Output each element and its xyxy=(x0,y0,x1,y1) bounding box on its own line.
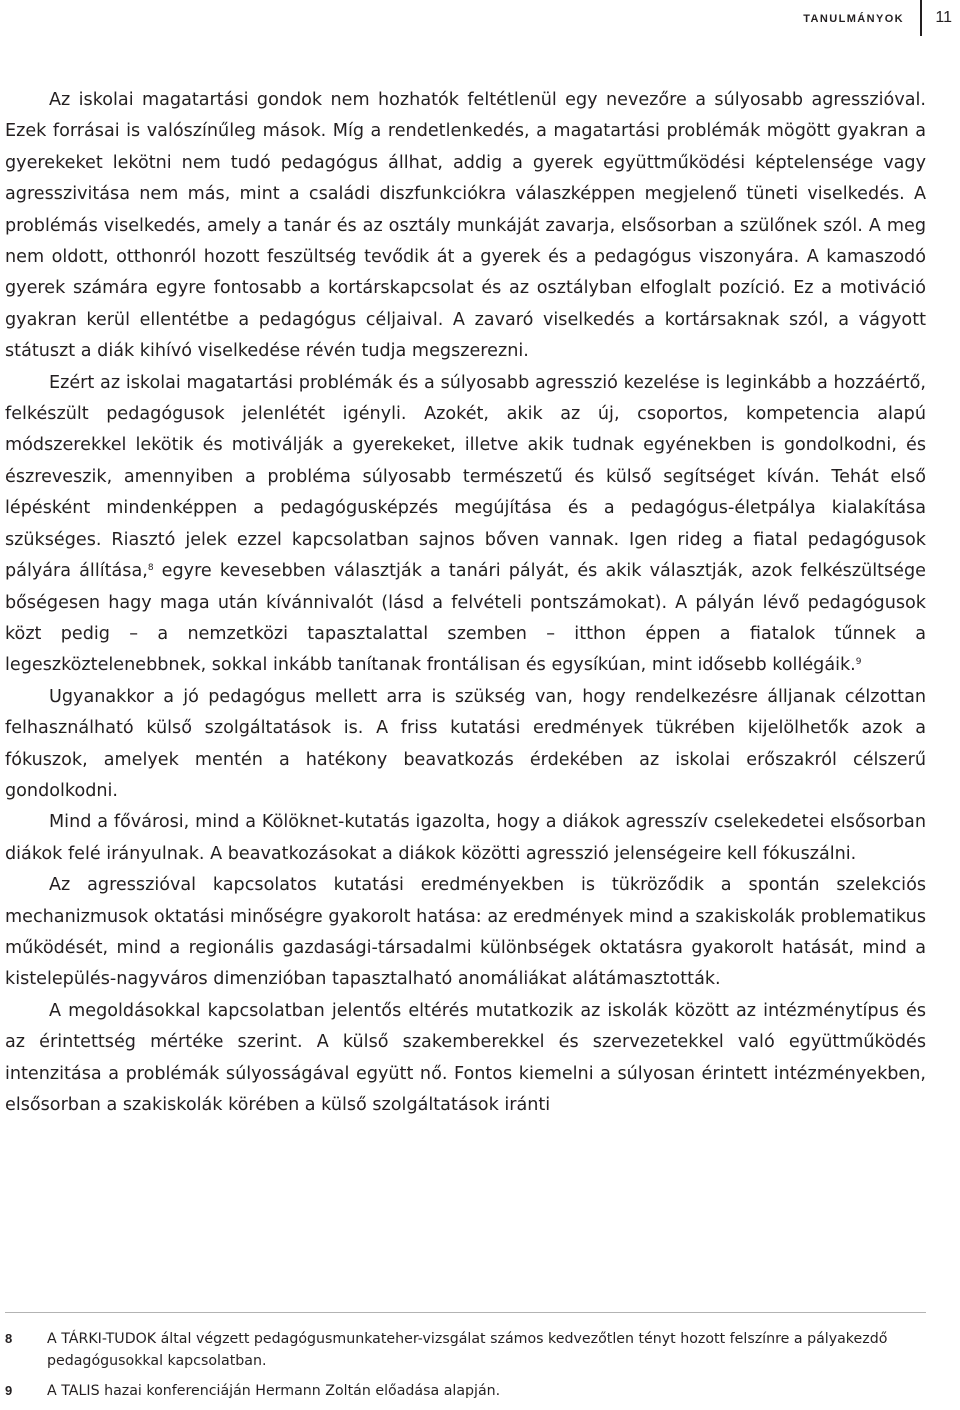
paragraph-1: Az iskolai magatartási gondok nem hozhatók feltétlenül egy nevezőre a súlyosabb agresszióval. Ezek forrásai is valószínűleg mások. Míg a rendetlenkedés, a magatartási problémák mögött gyakran a gyerekeket lekötni nem tudó pedagógus állhat, addig a gyerek együttműködési képtelensége vagy agresszivitása nem más, mint a családi diszfunkciókra válaszképpen megjelenő tüneti viselkedés. A problémás viselkedés, amely a tanár és az osztály munkáját zavarja, elsősorban a szülőnek szól. A meg nem oldott, otthonról hozott feszültség tevődik át a gyerek és a pedagógus viszonyára. A kamaszodó gyerek számára egyre fontosabb a kortárskapcsolat és az osztályban elfoglalt pozíció. Ez a motiváció gyakran kerül ellentétbe a pedagógus céljaival. A zavaró viselkedés a kortársaknak szól, a vágyott státuszt a diák kihívó viselkedése révén tudja megszerezni. xyxy=(5,90,926,362)
footnote-text: A TALIS hazai konferenciáján Hermann Zoltán előadása alapján. xyxy=(47,1383,501,1399)
paragraph-3: Ugyanakkor a jó pedagógus mellett arra is szükség van, hogy rendelkezésre álljanak célzottan felhasználható külső szolgáltatások is. A friss kutatási eredmények tükrében kijelölhetők azok a fókuszok, amelyek mentén a hatékony beavatkozás érdekében az iskolai erőszakról célszerű gondolkodni. xyxy=(5,686,926,801)
section-label: tanulmányok xyxy=(803,9,904,26)
article-body xyxy=(5,85,926,1121)
header-divider xyxy=(920,0,922,36)
footnote-9 xyxy=(5,1380,926,1402)
paragraph-6: A megoldásokkal kapcsolatban jelentős eltérés mutatkozik az iskolák között az intézménytípus és az érintettség mértéke szerint. A külső szakemberekkel és szervezetekkel való együttműködés intenzitása a problémák súlyosságával együtt nő. Fontos kiemelni a súlyosan érintett intézményekben, elsősorban a szakiskolák körében a külső szolgáltatások iránti xyxy=(5,1000,926,1115)
paragraph-5: Az agresszióval kapcsolatos kutatási eredményekben is tükröződik a spontán szelekciós mechanizmusok oktatási minőségre gyakorolt hatása: az eredmények mind a szakiskolák problematikus működését, mind a regionális gazdasági-társadalmi különbségek oktatásra gyakorolt hatását, mind a kistelepülés-nagyváros dimenzióban tapasztalható anomáliákat alátámasztották. xyxy=(5,875,926,990)
footnote-text: A TÁRKI-TUDOK által végzett pedagógusmunkateher-vizsgálat számos kedvezőtlen tényt hozott felszínre a pályakezdő pedagógusokkal kapcsolatban. xyxy=(47,1331,888,1369)
footnotes xyxy=(5,1328,926,1410)
footnote-number: 9 xyxy=(5,1383,13,1398)
paragraph-2-part-2: egyre kevesebben választják a tanári pályát, és akik választják, azok felkészültsége bőségesen hagy maga után kívánnivalót (lásd a felvételi pontszámokat). A pályán lévő pedagógusok közt pedig – a nemzetközi tapasztalattal szemben – itthon éppen a fiatalok tűnnek a legeszköztelenebbnek, sokkal inkább tanítanak frontálisan és egysíkúan, mint idősebb kollégáik. xyxy=(5,561,926,676)
page-number: 11 xyxy=(935,9,952,26)
footnote-ref-9[interactable]: 9 xyxy=(855,657,862,668)
footnote-8 xyxy=(5,1328,926,1372)
paragraph-4: Mind a fővárosi, mind a Kölöknet-kutatás igazolta, hogy a diákok agresszív cselekedetei elsősorban diákok felé irányulnak. A beavatkozásokat a diákok közötti agresszió jelenségeire kell fókuszálni. xyxy=(5,812,926,864)
paragraph-2 xyxy=(5,368,926,682)
footnote-ref-8[interactable]: 8 xyxy=(147,563,154,574)
page-header xyxy=(0,0,960,40)
footnote-number: 8 xyxy=(5,1331,13,1346)
paragraph-2-part-1: Ezért az iskolai magatartási problémák és a súlyosabb agresszió kezelése is leginkább a hozzáértő, felkészült pedagógusok jelenlétét igényli. Azokét, akik az új, csoportos, kompetencia alapú módszerekkel lekötik és motiválják a gyerekeket, illetve akik tudnak egyénekben is gondolkodni, és észreveszik, amennyiben a probléma súlyosabb természetű és külső segítséget kíván. Tehát első lépésként mindenképpen a pedagógusképzés megújítása és a pedagógus-életpálya kialakítása szükséges. Riasztó jelek ezzel kapcsolatban sajnos bőven vannak. Igen rideg a fiatal pedagógusok pályára állítása, xyxy=(5,372,926,582)
footnote-divider xyxy=(5,1312,926,1313)
